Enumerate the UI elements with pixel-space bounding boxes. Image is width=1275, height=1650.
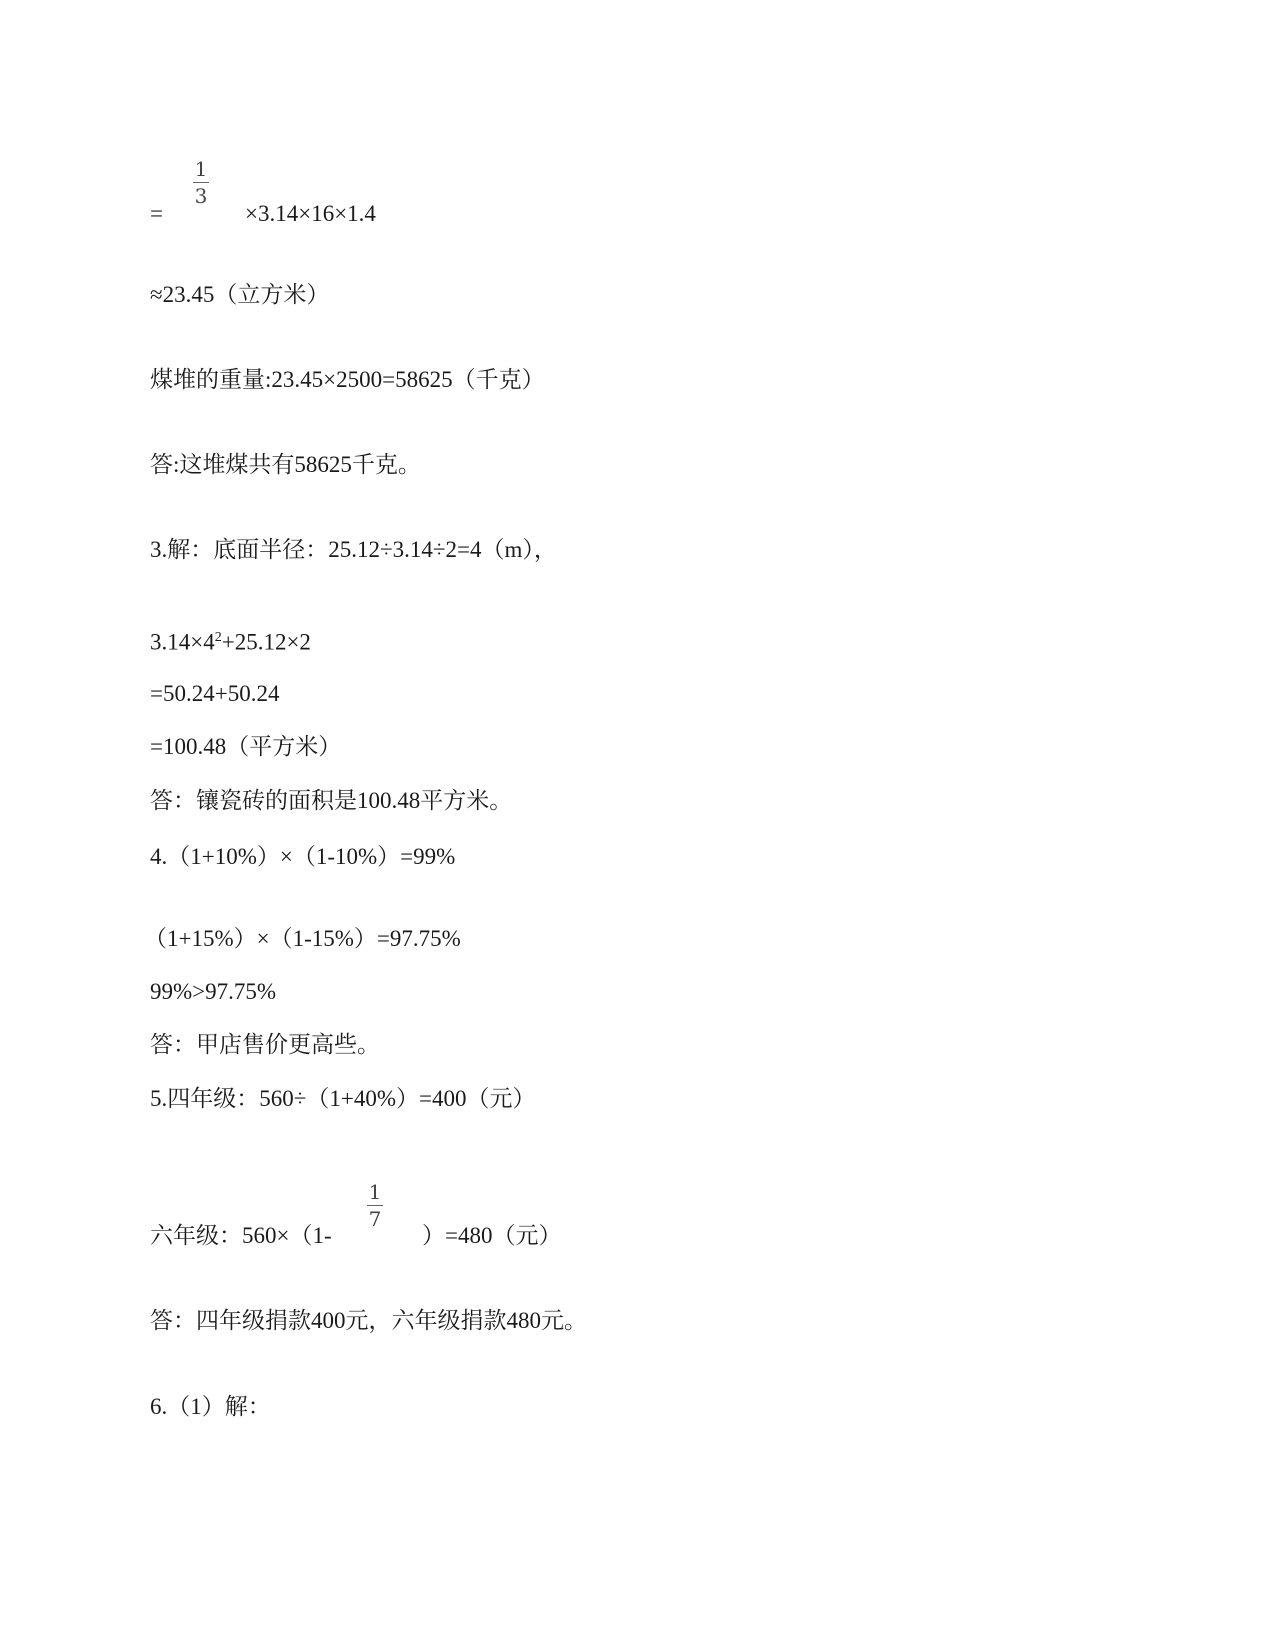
answer-tile-area: 答：镶瓷砖的面积是100.48平方米。 — [150, 788, 513, 813]
grade-six-calc-post: ）=480（元） — [422, 1223, 562, 1248]
equals-sign: = — [150, 201, 163, 226]
area-step: =50.24+50.24 — [150, 681, 280, 706]
exponent: 2 — [214, 630, 222, 645]
fraction-denominator: 3 — [194, 184, 208, 208]
problem-3-radius: 3.解：底面半径：25.12÷3.14÷2=4（m）， — [150, 537, 557, 562]
volume-result: ≈23.45（立方米） — [150, 282, 330, 307]
answer-donations: 答：四年级捐款400元，六年级捐款480元。 — [150, 1308, 587, 1333]
fraction-denominator: 7 — [368, 1207, 382, 1231]
coal-weight-calc: 煤堆的重量:23.45×2500=58625（千克） — [150, 367, 545, 392]
problem-6-heading: 6.（1）解： — [150, 1394, 271, 1419]
fraction-one-seventh — [367, 1180, 383, 1231]
area-expression-pre: 3.14×4 — [150, 629, 215, 655]
area-expression-post: +25.12×2 — [221, 629, 311, 655]
answer-store: 答：甲店售价更高些。 — [150, 1032, 380, 1057]
problem-4-store-a: 4.（1+10%）×（1-10%）=99% — [150, 844, 456, 869]
grade-six-calc-pre: 六年级：560×（1- — [150, 1223, 332, 1248]
fraction-one-third — [193, 157, 209, 208]
comparison: 99%>97.75% — [150, 979, 277, 1004]
fraction-bar — [367, 1205, 383, 1206]
fraction-bar — [193, 182, 209, 183]
area-expression — [150, 624, 311, 657]
answer-coal-weight: 答:这堆煤共有58625千克。 — [150, 452, 421, 477]
problem-5-grade-four: 5.四年级：560÷（1+40%）=400（元） — [150, 1086, 536, 1111]
area-result: =100.48（平方米） — [150, 734, 342, 759]
problem-4-store-b: （1+15%）×（1-15%）=97.75% — [144, 926, 461, 951]
fraction-numerator: 1 — [368, 1180, 382, 1204]
volume-expression: ×3.14×16×1.4 — [245, 201, 376, 226]
fraction-numerator: 1 — [194, 157, 208, 181]
